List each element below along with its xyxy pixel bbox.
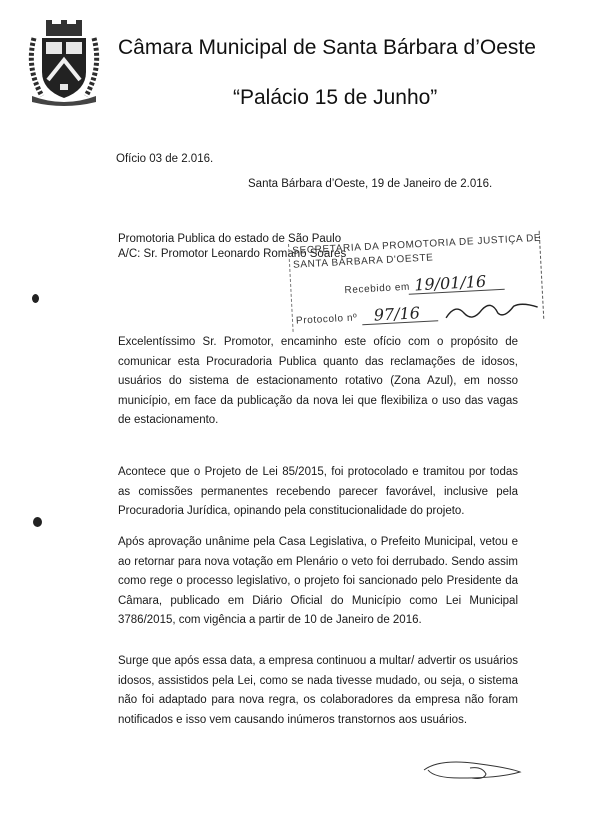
attention-line: A/C: Sr. Promotor Leonardo Romano Soares <box>118 248 347 260</box>
paragraph-4: Surge que após essa data, a empresa continuou a multar/ advertir os usuários idosos, assistidos pela Lei, como se nada tivesse mudado, ou seja, o sistema não foi adaptado para nova regra, os colaboradores da empresa não foram notificados e isso vem causando inúmeros transtornos aos usuários. <box>118 655 518 726</box>
office-reference: Ofício 03 de 2.016. <box>116 153 214 165</box>
institution-title: Câmara Municipal de Santa Bárbara d’Oeste <box>118 36 536 59</box>
palace-subtitle: “Palácio 15 de Junho” <box>233 86 438 109</box>
reception-stamp <box>288 231 548 342</box>
punch-hole-mark <box>33 517 42 527</box>
stamp-line-1: SECRETARIA DA PROMOTORIA DE JUSTIÇA DE <box>292 232 542 257</box>
stamp-received-label: Recebido em <box>344 281 411 297</box>
punch-hole-mark <box>32 294 39 303</box>
stamp-protocol-value: 97/16 <box>373 303 421 325</box>
stamp-received-value: 19/01/16 <box>413 271 487 295</box>
bottom-initials-signature <box>420 756 530 786</box>
paragraph-1: Excelentíssimo Sr. Promotor, encaminho este ofício com o propósito de comunicar esta Procuradoria Publica quanto das reclamações de idosos, usuários do sistema de estacionamento rotativo (Zona Azul), em nosso município, em face da publicação da nova lei que flexibiliza o uso das vagas de estacionamento. <box>118 336 518 426</box>
stamp-protocol-label: Protocolo nº <box>295 312 358 327</box>
paragraph-3: Após aprovação unânime pela Casa Legislativa, o Prefeito Municipal, vetou e ao retornar para nova votação em Plenário o veto foi derrubado. Sendo assim como rege o processo legislativo, o projeto foi sancionado pelo Presidente da Câmara, publicado em Diário Oficial do Município como Lei Municipal 3786/2015, com vigência a partir de 10 de Janeiro de 2016. <box>118 536 518 626</box>
stamp-line-2: SANTA BÁRBARA D'OESTE <box>292 252 434 271</box>
paragraph-2: Acontece que o Projeto de Lei 85/2015, foi protocolado e tramitou por todas as comissões permanentes recebendo parecer favorável, inclusive pela Procuradoria Jurídica, opinando pela constitucionalidade do projeto. <box>118 466 518 517</box>
recipient: Promotoria Publica do estado de São Paulo <box>118 233 342 245</box>
municipal-crest-logo <box>24 18 104 106</box>
stamp-signature <box>441 293 542 326</box>
place-date: Santa Bárbara d’Oeste, 19 de Janeiro de 2.016. <box>248 178 493 190</box>
